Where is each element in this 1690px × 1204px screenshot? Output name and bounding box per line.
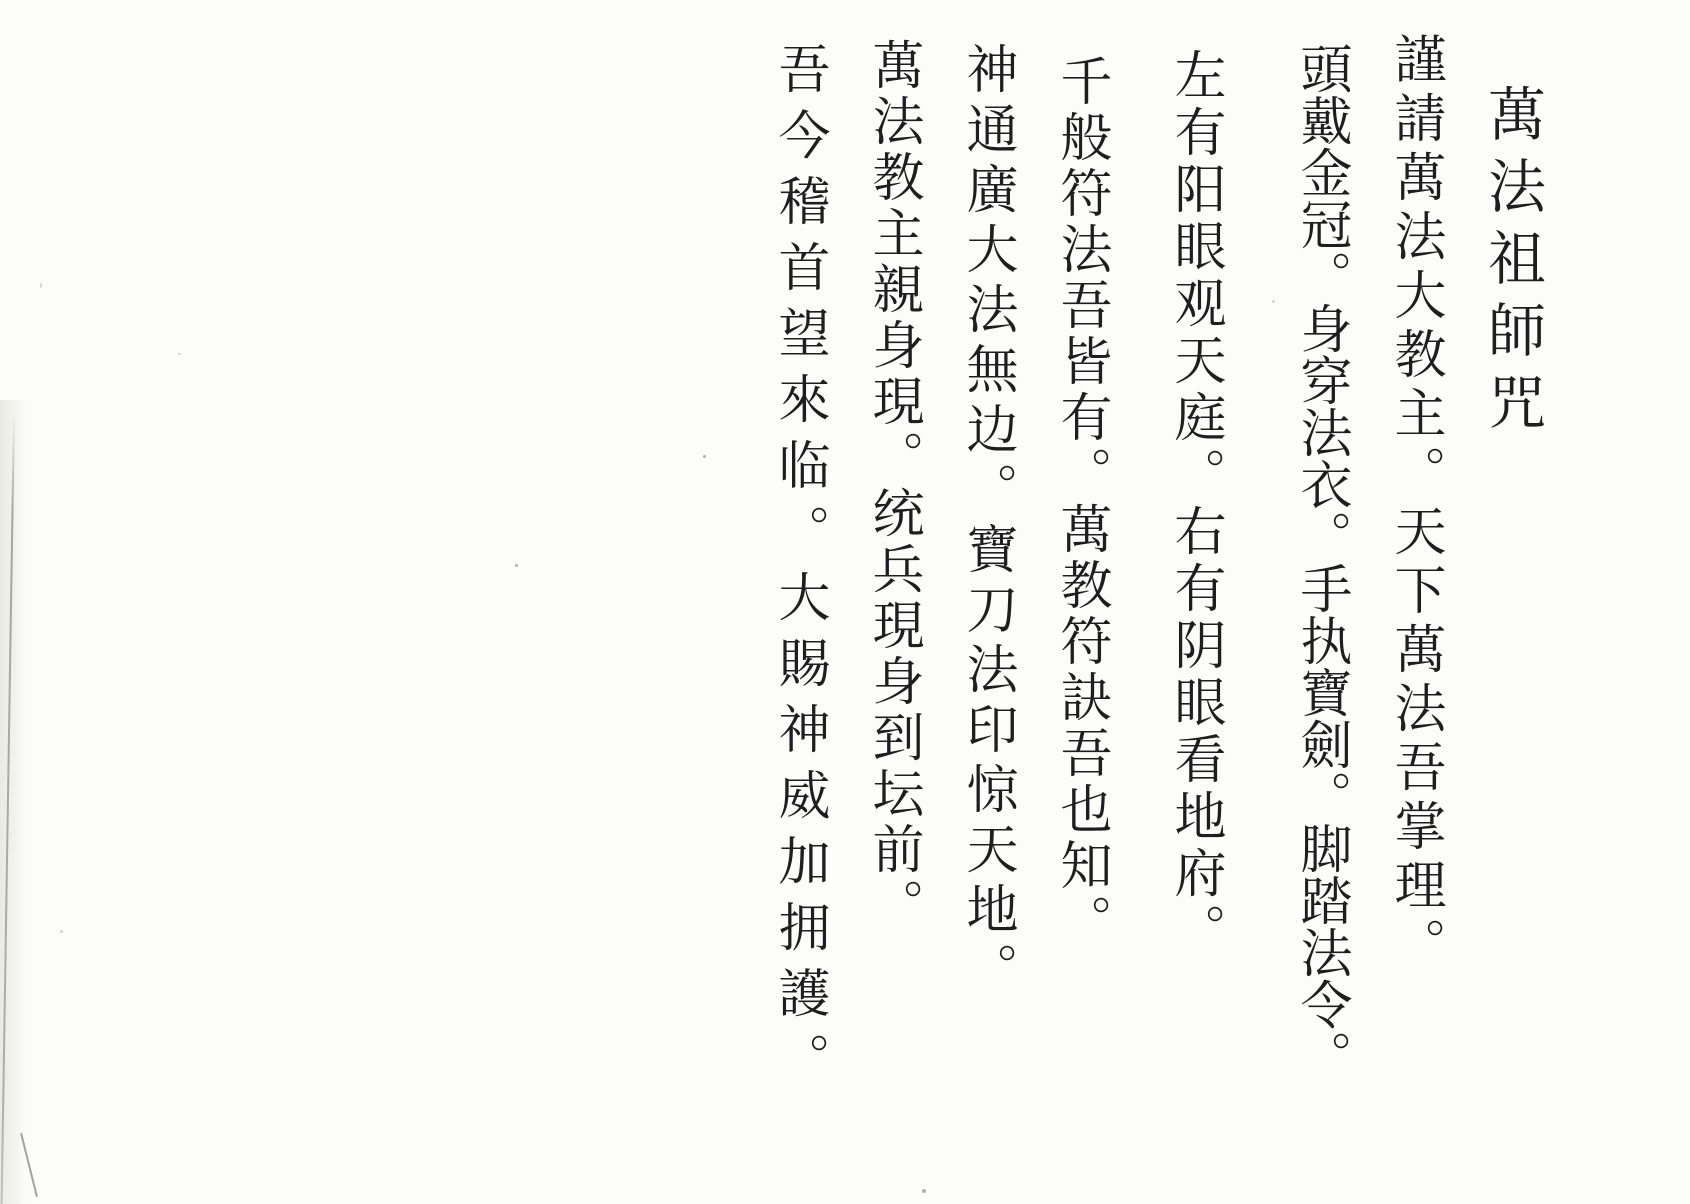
text-column: 左有阳眼观天庭。右有阴眼看地府。 [1165, 48, 1225, 960]
text-column: 萬法教主親身現。统兵現身到坛前。 [863, 38, 923, 934]
text-column: 吾今稽首望來临。大賜神威加拥護。 [769, 42, 829, 1098]
page-title: 萬法祖師咒 [1478, 84, 1546, 444]
text-column: 神通廣大法無边。寶刀法印惊天地。 [957, 42, 1017, 1002]
text-column: 謹請萬法大教主。天下萬法吾掌理。 [1385, 32, 1445, 976]
text-column: 頭戴金冠。身穿法衣。手执寶劍。脚踏法令。 [1291, 42, 1351, 1082]
text-column: 千般符法吾皆有。萬教符訣吾也知。 [1051, 54, 1111, 950]
